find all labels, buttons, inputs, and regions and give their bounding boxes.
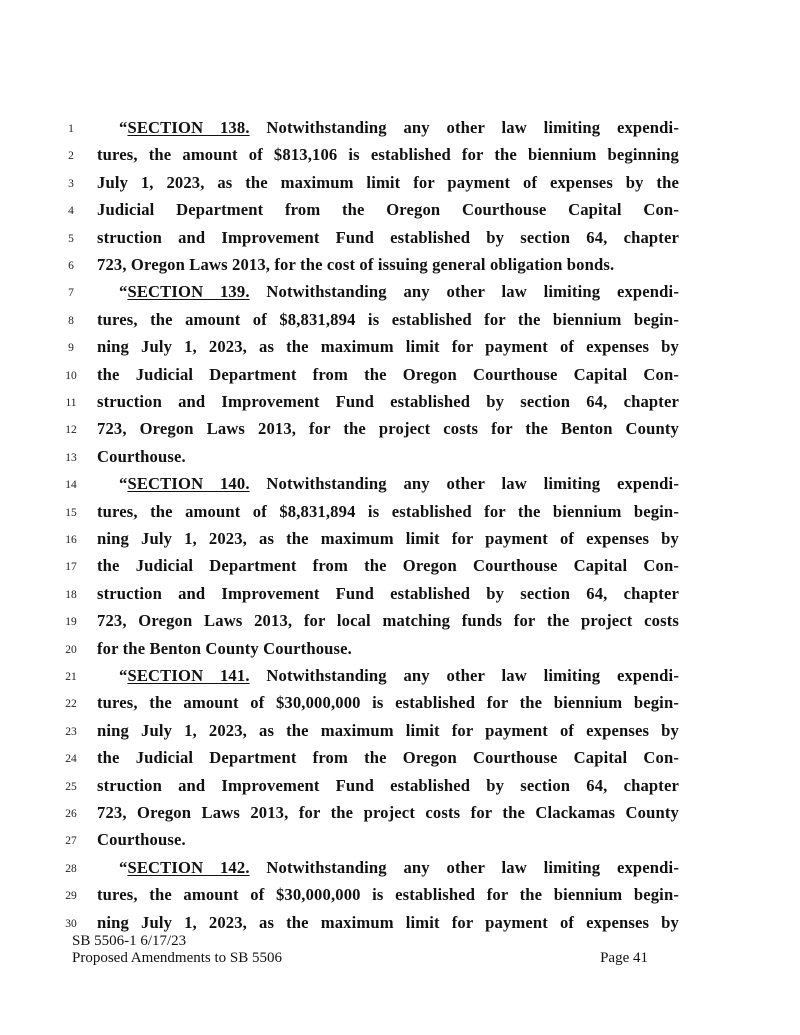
- line-number: 5: [68, 232, 74, 245]
- line-body: Notwithstanding any other law limiting expendi-: [249, 282, 679, 302]
- section-heading: SECTION 139.: [127, 282, 250, 302]
- document-line: [0, 281, 800, 308]
- line-text: [97, 885, 679, 905]
- line-number: 28: [65, 862, 77, 875]
- line-text: [97, 282, 679, 302]
- line-number: 23: [65, 725, 77, 738]
- line-number: 30: [65, 917, 77, 930]
- document-line: [0, 638, 800, 665]
- line-body: tures, the amount of $30,000,000 is established for the biennium begin-: [97, 885, 679, 905]
- line-text: [97, 584, 679, 604]
- line-text: [97, 118, 679, 138]
- line-number: 10: [65, 369, 77, 382]
- footer-bill-id: SB 5506-1 6/17/23: [72, 933, 187, 949]
- line-number: 9: [68, 342, 74, 355]
- line-text: [97, 858, 679, 878]
- line-number: 15: [65, 506, 77, 519]
- document-line: [0, 747, 800, 774]
- line-text: [97, 556, 679, 576]
- line-text: [97, 145, 679, 165]
- line-text: [97, 693, 679, 713]
- line-body: ning July 1, 2023, as the maximum limit for payment of expenses by: [97, 337, 679, 357]
- line-text: [97, 365, 679, 385]
- line-body: tures, the amount of $8,831,894 is established for the biennium begin-: [97, 501, 679, 521]
- line-body: Courthouse.: [97, 446, 186, 466]
- document-line: [0, 665, 800, 692]
- document-line: [0, 610, 800, 637]
- line-number: 27: [65, 835, 77, 848]
- line-body: the Judicial Department from the Oregon Courthouse Capital Con-: [97, 556, 679, 576]
- line-body: Notwithstanding any other law limiting expendi-: [249, 474, 679, 494]
- line-text: [97, 502, 679, 522]
- line-number: 12: [65, 424, 77, 437]
- line-number: 1: [68, 123, 74, 135]
- line-number: 19: [65, 616, 77, 629]
- line-text: [97, 748, 679, 768]
- line-text: [97, 721, 679, 741]
- line-body: ning July 1, 2023, as the maximum limit for payment of expenses by: [97, 912, 679, 932]
- line-number: 22: [65, 698, 77, 711]
- line-body: struction and Improvement Fund established by section 64, chapter: [97, 392, 679, 411]
- line-body: July 1, 2023, as the maximum limit for payment of expenses by the: [97, 172, 679, 192]
- line-text: [97, 529, 679, 549]
- open-quote: “: [119, 474, 128, 494]
- line-body: Courthouse.: [97, 830, 186, 850]
- line-body: ning July 1, 2023, as the maximum limit for payment of expenses by: [97, 720, 679, 740]
- line-number: 2: [68, 150, 74, 163]
- line-number: 7: [68, 287, 74, 300]
- line-body: for the Benton County Courthouse.: [97, 638, 352, 658]
- document-line: [0, 199, 800, 226]
- document-line: [0, 775, 800, 802]
- line-text: [97, 310, 679, 330]
- line-body: struction and Improvement Fund established by section 64, chapter: [97, 775, 679, 795]
- line-number: 26: [65, 808, 77, 820]
- document-line: [0, 364, 800, 391]
- document-line: [0, 802, 800, 829]
- footer-page-number: Page 41: [600, 950, 648, 966]
- document-line: [0, 391, 800, 418]
- document-line: [0, 473, 800, 500]
- line-body: tures, the amount of $813,106 is established for the biennium beginning: [97, 145, 679, 165]
- line-number: 8: [68, 314, 74, 327]
- document-line: [0, 884, 800, 911]
- line-text: [97, 913, 679, 933]
- document-line: [0, 227, 800, 254]
- open-quote: “: [119, 118, 128, 137]
- open-quote: “: [119, 666, 128, 685]
- document-line: [0, 857, 800, 884]
- document-line: [0, 720, 800, 747]
- line-number: 11: [65, 397, 77, 409]
- document-line: [0, 446, 800, 473]
- line-text: [97, 803, 679, 823]
- line-body: 723, Oregon Laws 2013, for local matching funds for the project costs: [97, 611, 679, 631]
- line-number: 24: [65, 753, 77, 766]
- page-footer: [72, 933, 652, 967]
- line-text: [97, 228, 679, 248]
- line-text: [97, 666, 679, 686]
- open-quote: “: [119, 282, 128, 302]
- line-text: [97, 474, 679, 494]
- document-line: [0, 829, 800, 856]
- line-body: Notwithstanding any other law limiting expendi-: [249, 857, 679, 877]
- line-text: [97, 255, 679, 275]
- document-line: [0, 254, 800, 281]
- line-number: 29: [65, 890, 77, 903]
- line-body: Notwithstanding any other law limiting expendi-: [249, 666, 679, 685]
- line-text: [97, 776, 679, 796]
- document-line: [0, 583, 800, 610]
- line-number: 14: [65, 479, 77, 492]
- line-body: struction and Improvement Fund established by section 64, chapter: [97, 583, 679, 603]
- line-number: 6: [68, 260, 74, 272]
- document-line: [0, 172, 800, 199]
- line-body: Notwithstanding any other law limiting expendi-: [249, 118, 679, 137]
- footer-description: Proposed Amendments to SB 5506: [72, 950, 283, 966]
- line-text: [97, 200, 679, 220]
- document-line: [0, 555, 800, 582]
- line-number: 13: [65, 451, 77, 464]
- line-body: ning July 1, 2023, as the maximum limit for payment of expenses by: [97, 529, 679, 548]
- section-heading: SECTION 141.: [127, 666, 250, 685]
- line-number: 25: [65, 780, 77, 793]
- document-line: [0, 501, 800, 528]
- section-heading: SECTION 138.: [127, 118, 250, 137]
- line-text: [97, 611, 679, 631]
- document-line: [0, 117, 800, 144]
- document-line: [0, 336, 800, 363]
- line-number: 21: [65, 671, 77, 683]
- line-number: 17: [65, 561, 77, 574]
- line-text: [97, 447, 679, 467]
- line-text: [97, 392, 679, 412]
- line-body: Judicial Department from the Oregon Courthouse Capital Con-: [97, 200, 679, 220]
- line-number: 20: [65, 643, 77, 656]
- line-text: [97, 639, 679, 659]
- line-text: [97, 337, 679, 357]
- line-number: 18: [65, 588, 77, 601]
- line-body: struction and Improvement Fund established by section 64, chapter: [97, 227, 679, 247]
- line-body: 723, Oregon Laws 2013, for the cost of issuing general obligation bonds.: [97, 255, 615, 274]
- line-body: tures, the amount of $30,000,000 is established for the biennium begin-: [97, 693, 679, 713]
- section-heading: SECTION 140.: [127, 474, 250, 494]
- document-line: [0, 418, 800, 445]
- line-body: 723, Oregon Laws 2013, for the project costs for the Clackamas County: [97, 803, 679, 822]
- line-number: 3: [68, 177, 74, 190]
- line-body: the Judicial Department from the Oregon Courthouse Capital Con-: [97, 364, 679, 384]
- document-line: [0, 144, 800, 171]
- line-body: tures, the amount of $8,831,894 is established for the biennium begin-: [97, 309, 679, 329]
- line-text: [97, 419, 679, 439]
- open-quote: “: [119, 857, 128, 877]
- document-line: [0, 528, 800, 555]
- document-line: [0, 692, 800, 719]
- line-body: the Judicial Department from the Oregon Courthouse Capital Con-: [97, 748, 679, 768]
- line-text: [97, 173, 679, 193]
- line-body: 723, Oregon Laws 2013, for the project costs for the Benton County: [97, 419, 679, 439]
- line-number: 4: [68, 205, 74, 218]
- line-number: 16: [65, 534, 77, 546]
- section-heading: SECTION 142.: [127, 857, 250, 877]
- document-line: [0, 309, 800, 336]
- line-text: [97, 830, 679, 850]
